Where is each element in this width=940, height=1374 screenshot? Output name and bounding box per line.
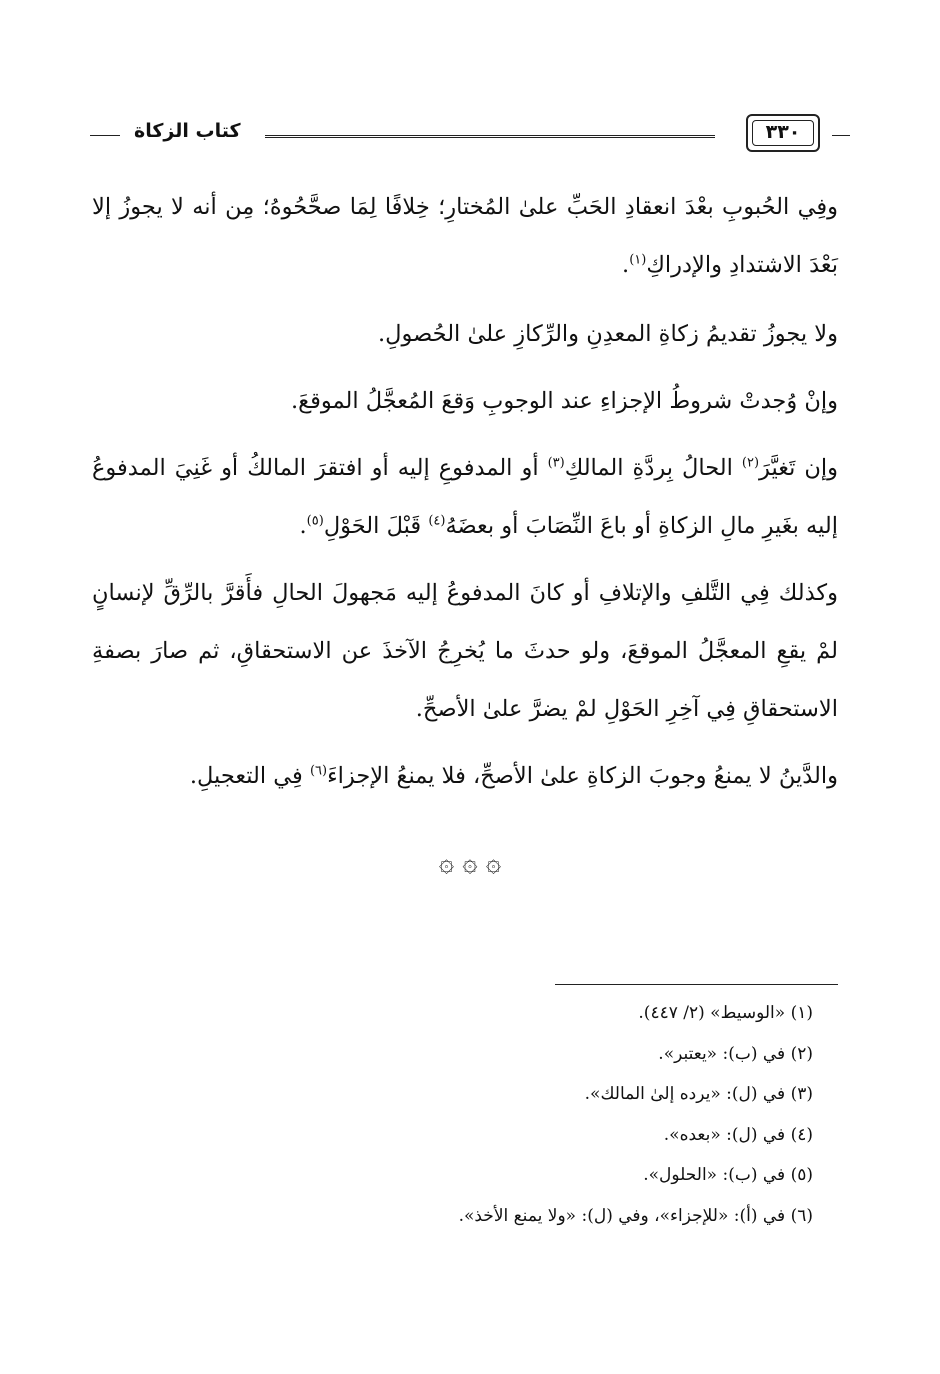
paragraph-text: . [299, 513, 307, 539]
footnote-item: (٤) في (ل): «بعده». [663, 1124, 813, 1145]
page-number-frame [746, 114, 820, 152]
footnote-item: (٥) في (ب): «الحلول». [643, 1165, 813, 1185]
paragraph-text: الحالُ بِردَّةِ المالكِ [564, 455, 742, 481]
paragraph-text: وكذلك فِي التَّلفِ والإتلافِ أو كانَ المدفوعُ إليه مَجهولَ الحالِ فأَقرَّ بالرِّقِّ لإنسانٍ لمْ يقعِ المعجَّلُ الموقعَ، ولو حدثَ ما يُخرِجُ الآخذَ عن الاستحقاقِ، ثم صارَ بصفةِ الاستحقاقِ فِي آخِرِ الحَوْلِ لمْ يضرَّ علىٰ الأصحِّ. [92, 580, 838, 722]
paragraph-text: وإن تَغيَّرَ [759, 455, 839, 481]
body-paragraph [92, 178, 838, 294]
body-paragraph [92, 305, 838, 363]
book-title: كتاب الزكاة [134, 120, 241, 142]
footnote-marker[interactable]: (٣) [547, 455, 565, 471]
footnotes-list [153, 993, 813, 1236]
footnote-marker[interactable]: (٢) [741, 455, 760, 471]
body-paragraph [92, 564, 838, 738]
footnote-separator [555, 984, 838, 985]
footnote-item: (٢) في (ب): «يعتبر». [658, 1043, 813, 1064]
paragraph-text: أو المدفوعِ إليه أو افتقرَ المالكُ أو غَنِيَ المدفوعُ إليه بغَيرِ مالِ الزكاةِ أو باعَ النِّصَابَ أو بعضَهُ [92, 455, 838, 539]
header-rule-right [832, 135, 850, 136]
paragraph-text: والدَّينُ لا يمنعُ وجوبَ الزكاةِ علىٰ الأصحِّ، فلا يمنعُ الإجزاءَ [327, 763, 838, 789]
footnote-marker[interactable]: (٥) [306, 513, 324, 529]
header-double-rule [265, 135, 715, 138]
paragraph-text: وفِي الحُبوبِ بعْدَ انعقادِ الحَبِّ علىٰ المُختارِ؛ خِلافًا لِمَا صحَّحُوهُ؛ مِن أنه لا يجوزُ إلا بَعْدَ الاشتدادِ والإدراكِ [92, 194, 838, 278]
paragraph-text: ولا يجوزُ تقديمُ زكاةِ المعدِنِ والرِّكازِ علىٰ الحُصولِ. [378, 321, 838, 347]
body-paragraph [92, 439, 838, 555]
section-ornament: ۞ ۞ ۞ [438, 848, 502, 878]
body-paragraph [92, 372, 838, 430]
header-rule-left [90, 135, 120, 136]
footnote-marker[interactable]: (٤) [428, 513, 446, 529]
footnote-item: (١) «الوسيط» (٢/ ٤٤٧). [638, 1003, 813, 1023]
footnote-item: (٣) في (ل): «يرده إلىٰ المالك». [584, 1084, 813, 1104]
page-header [90, 112, 850, 162]
page-number: ٣٣٠ [765, 121, 801, 143]
footnote-marker[interactable]: (١) [629, 252, 647, 268]
paragraph-text: فِي التعجيلِ. [189, 763, 310, 789]
main-text [92, 178, 838, 814]
paragraph-text: قَبْلَ الحَوْلِ [323, 513, 429, 539]
footnote-marker[interactable]: (٦) [309, 763, 328, 779]
body-paragraph [92, 747, 838, 805]
paragraph-text: وإنْ وُجدتْ شروطُ الإجزاءِ عند الوجوبِ وَقعَ المُعجَّلُ الموقعَ. [290, 388, 838, 414]
footnote-item: (٦) في (أ): «للإجزاء»، وفي (ل): «ولا يمنع الأخذ». [458, 1205, 813, 1226]
paragraph-text: . [622, 252, 630, 278]
